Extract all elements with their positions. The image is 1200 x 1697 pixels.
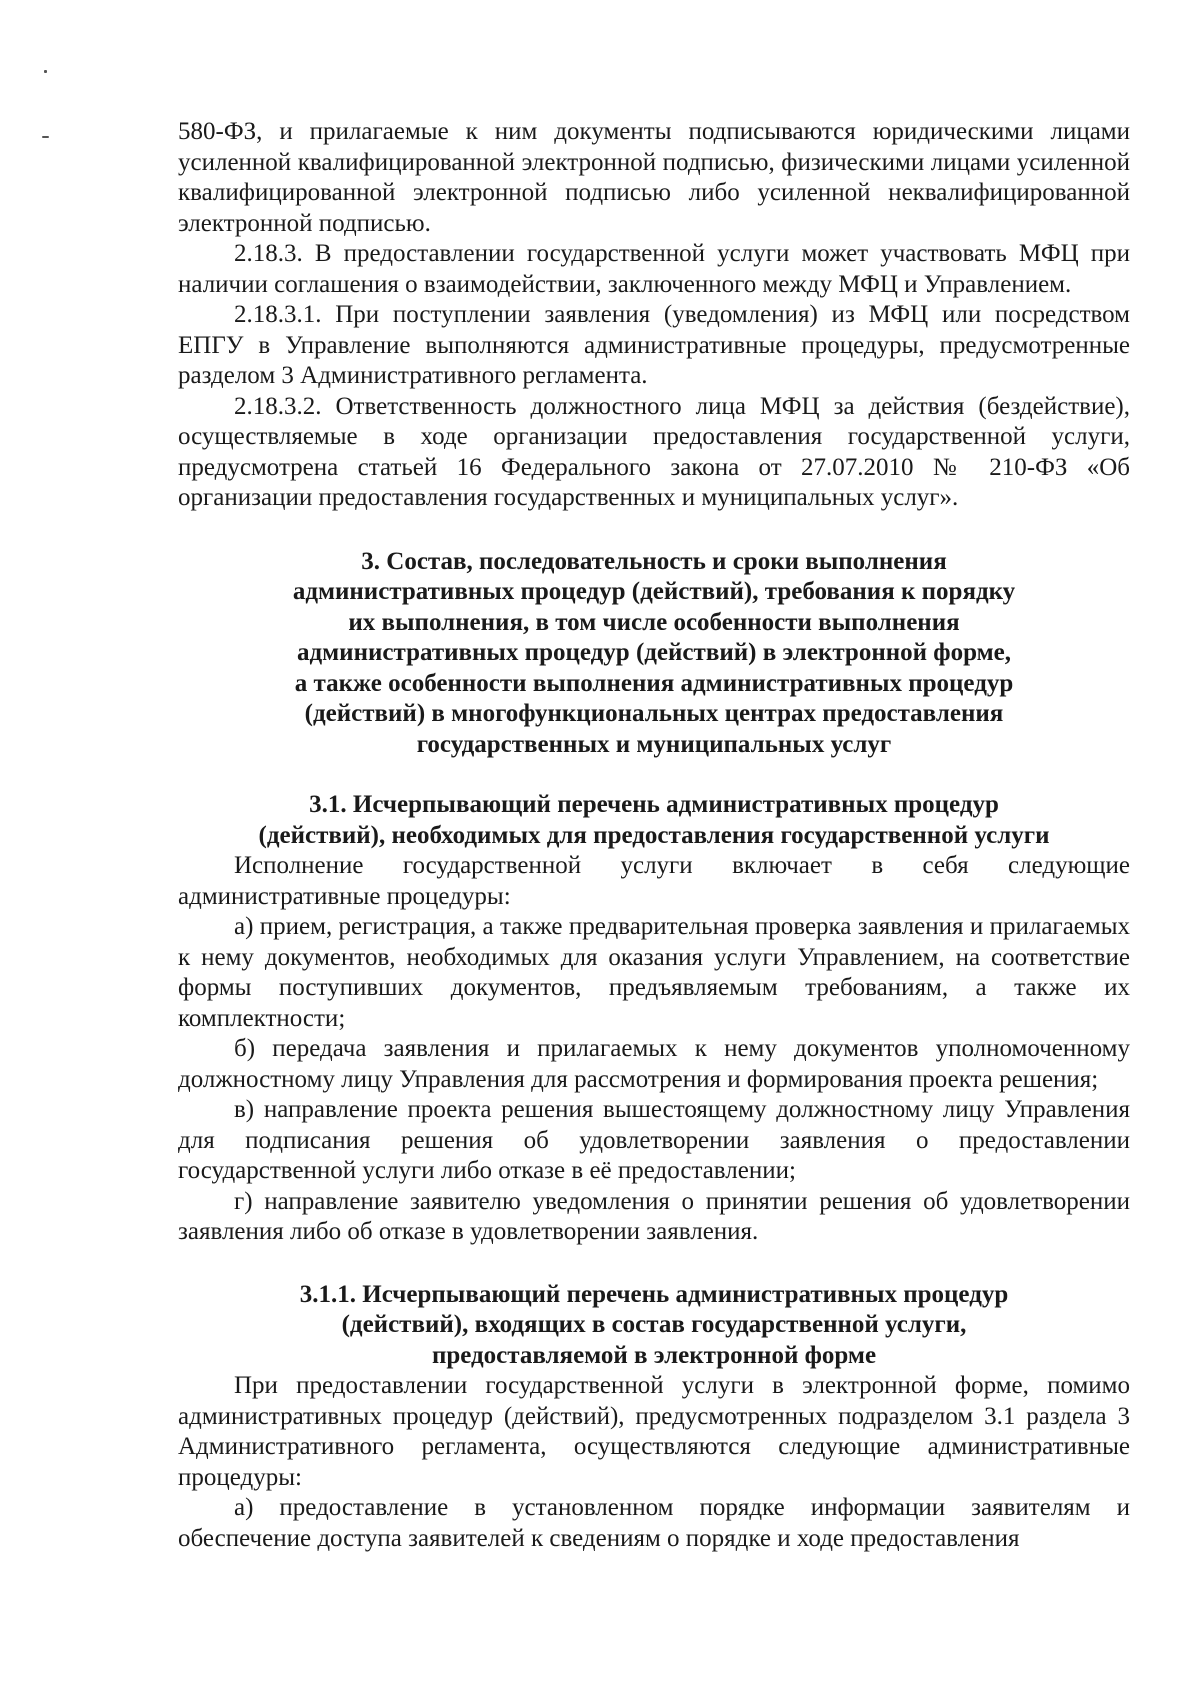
heading-line: предоставляемой в электронной форме	[431, 1341, 877, 1369]
heading-line: а также особенности выполнения административных процедур	[294, 669, 1014, 697]
heading-line: их выполнения, в том числе особенности выполнения	[348, 608, 960, 636]
spacer	[178, 1248, 1130, 1280]
section-3-1-1-heading	[178, 1280, 1130, 1372]
scan-speck	[42, 136, 49, 138]
paragraph-electronic-intro: При предоставлении государственной услуги в электронной форме, помимо административных процедур (действий), предусмотренных подразделом 3.1 раздела 3 Административного регламента, осуществляются следующие административные процедуры:	[178, 1372, 1130, 1491]
section-3-1-heading	[178, 790, 1130, 851]
list-item-v: в) направление проекта решения вышестоящему должностному лицу Управления для подписания решения об удовлетворении заявления о предоставлении государственной услуги либо отказе в её предоставлении;	[178, 1096, 1130, 1184]
scan-speck	[44, 70, 47, 73]
heading-line: 3. Состав, последовательность и сроки выполнения	[361, 547, 947, 575]
document-body	[178, 117, 1130, 1554]
heading-line: (действий) в многофункциональных центрах предоставления	[304, 700, 1004, 727]
paragraph-signature-requirements: 580-ФЗ, и прилагаемые к ним документы подписываются юридическими лицами усиленной квалифицированной электронной подписью, физическими лицами усиленной квалифицированной электронной подписью либо усиленной неквалифицированной электронной подписью.	[178, 118, 1130, 237]
heading-line: государственных и муниципальных услуг	[416, 730, 892, 758]
list-item-b: б) передача заявления и прилагаемых к нему документов уполномоченному должностному лицу Управления для рассмотрения и формирования проекта решения;	[178, 1035, 1130, 1093]
heading-line: (действий), входящих в состав государственной услуги,	[341, 1311, 967, 1338]
list-item-a: а) прием, регистрация, а также предварительная проверка заявления и прилагаемых к нему документов, необходимых для оказания услуги Управлением, на соответствие формы поступивших документов, предъявляемым требованиям, а также их комплектности;	[178, 913, 1130, 1032]
spacer	[178, 760, 1130, 790]
heading-line: 3.1.1. Исчерпывающий перечень административных процедур	[299, 1280, 1009, 1308]
spacer	[178, 514, 1130, 547]
paragraph-procedures-intro: Исполнение государственной услуги включает в себя следующие административные процедуры:	[178, 852, 1130, 910]
paragraph-2-18-3: 2.18.3. В предоставлении государственной услуги может участвовать МФЦ при наличии соглашения о взаимодействии, заключенного между МФЦ и Управлением.	[178, 240, 1130, 298]
heading-line: административных процедур (действий), требования к порядку	[292, 578, 1016, 605]
heading-line: 3.1. Исчерпывающий перечень административных процедур	[309, 791, 999, 818]
heading-line: (действий), необходимых для предоставления государственной услуги	[258, 821, 1050, 849]
list-item-a-electronic: а) предоставление в установленном порядке информации заявителям и обеспечение доступа заявителей к сведениям о порядке и ходе предоставления	[178, 1494, 1130, 1552]
section-3-heading	[178, 547, 1130, 761]
paragraph-2-18-3-1: 2.18.3.1. При поступлении заявления (уведомления) из МФЦ или посредством ЕПГУ в Управление выполняются административные процедуры, предусмотренные разделом 3 Административного регламента.	[178, 301, 1130, 389]
heading-line: административных процедур (действий) в электронной форме,	[297, 639, 1011, 666]
paragraph-2-18-3-2: 2.18.3.2. Ответственность должностного лица МФЦ за действия (бездействие), осуществляемые в ходе организации предоставления государственной услуги, предусмотрена статьей 16 Федерального закона от 27.07.2010 № 210-ФЗ «Об организации предоставления государственных и муниципальных услуг».	[178, 392, 1130, 511]
list-item-g: г) направление заявителю уведомления о принятии решения об удовлетворении заявления либо об отказе в удовлетворении заявления.	[178, 1187, 1130, 1245]
